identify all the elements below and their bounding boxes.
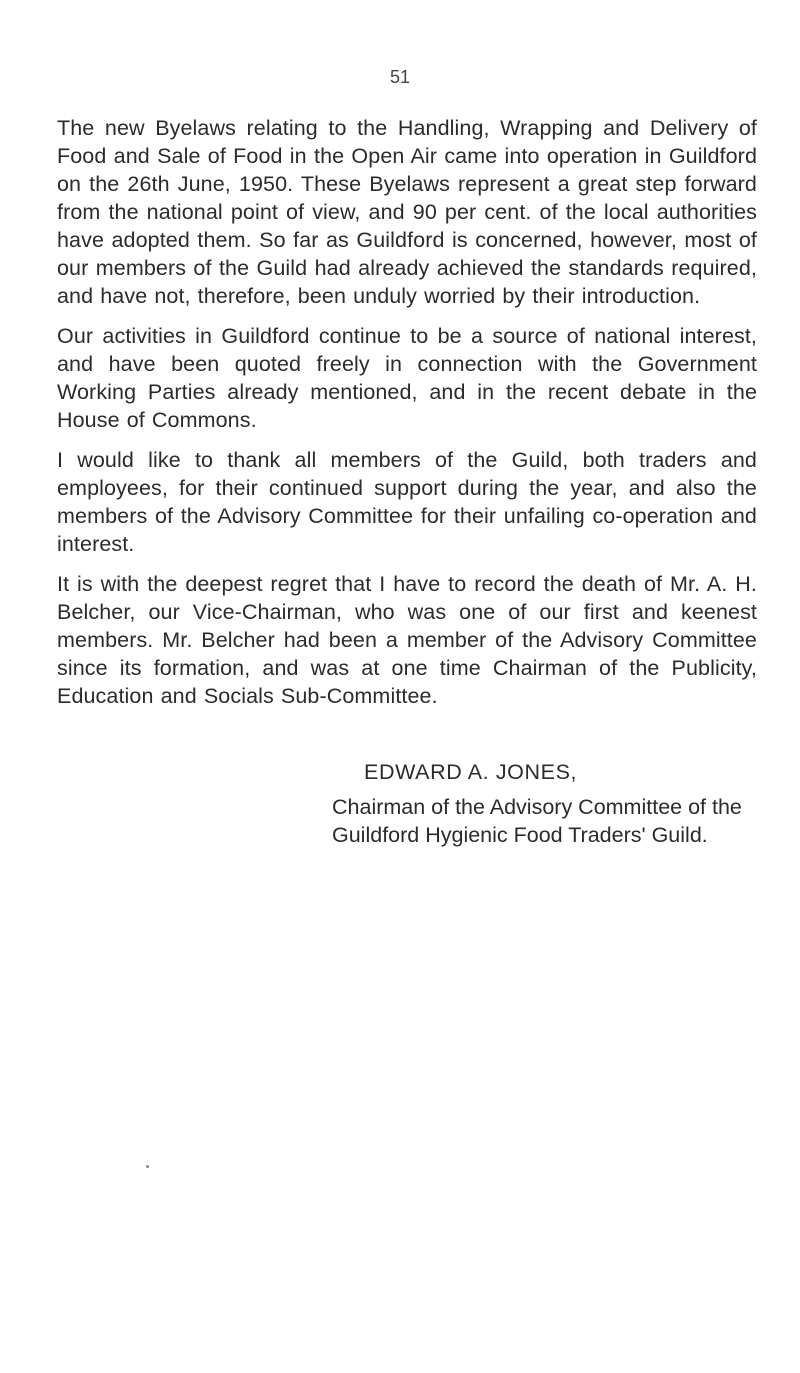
signatory-title: Chairman of the Advisory Committee of the Guildford Hygienic Food Traders' Guild.	[332, 795, 742, 847]
page-number: 51	[389, 67, 411, 87]
signature-block	[332, 758, 759, 849]
paragraph-byelaws: The new Byelaws relating to the Handling, Wrapping and Delivery of Food and Sale of Food in the Open Air came into operation in Guildford on the 26th June, 1950. These Byelaws represent a great step forward from the national point of view, and 90 per cent. of the local authorities have adopted them. So far as Guildford is concerned, however, most of our members of the Guild had already achieved the standards required, and have not, therefore, been unduly worried by their introduction.	[57, 116, 757, 308]
paragraph-obituary: It is with the deepest regret that I have to record the death of Mr. A. H. Belcher, our Vice-Chairman, who was one of our first and keenest members. Mr. Belcher had been a member of the Advisory Committee since its formation, and was at one time Chairman of the Publicity, Education and Socials Sub-Committee.	[57, 572, 757, 708]
paragraph-activities: Our activities in Guildford continue to be a source of national interest, and have been quoted freely in connection with the Government Working Parties already mentioned, and in the recent debate in the House of Commons.	[57, 324, 757, 432]
report-body	[57, 114, 757, 722]
paragraph-thanks: I would like to thank all members of the Guild, both traders and employees, for their continued support during the year, and also the members of the Advisory Committee for their unfailing co-operation and interest.	[57, 448, 757, 556]
signatory-name: EDWARD A. JONES,	[364, 760, 578, 784]
paper-speck	[146, 1165, 149, 1168]
